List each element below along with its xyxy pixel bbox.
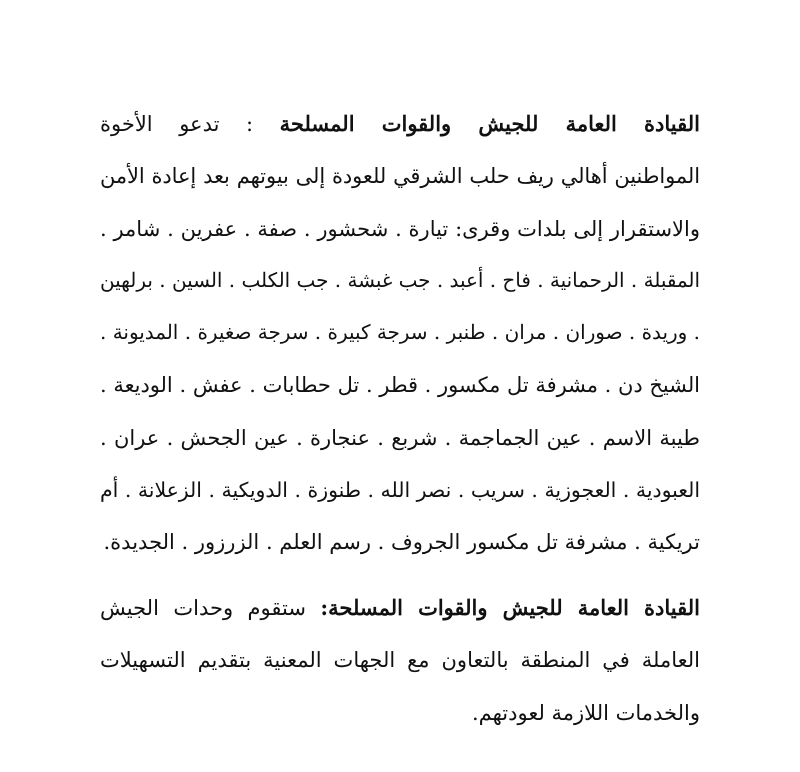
paragraph-line: تريكية . مشرفة تل مكسور الجروف . رسم العلم . الزرزور . الجديدة. <box>103 530 700 555</box>
paragraph-line: العبودية . العجوزية . سريب . نصر الله . طنوزة . الدويكية . الزعلانة . أم <box>100 478 700 503</box>
paragraph-line-text: ستقوم وحدات الجيش <box>100 596 321 620</box>
paragraph-lead-heading: القيادة العامة للجيش والقوات المسلحة: <box>320 595 700 620</box>
announcement-paragraph-army-support <box>100 582 700 739</box>
paragraph-line: المواطنين أهالي ريف حلب الشرقي للعودة إلى بيوتهم بعد إعادة الأمن <box>100 164 700 189</box>
paragraph-line: . وريدة . صوران . مران . طنبر . سرجة كبيرة . سرجة صغيرة . المديونة . <box>100 321 700 345</box>
paragraph-line: طيبة الاسم . عين الجماجمة . شربع . عنجارة . عين الجحش . عران . <box>100 425 700 450</box>
paragraph-line: والخدمات اللازمة لعودتهم. <box>471 700 700 725</box>
paragraph-line-text: : تدعو الأخوة <box>100 112 280 136</box>
paragraph-line <box>100 582 700 634</box>
paragraph-line <box>100 98 700 150</box>
paragraph-line: العاملة في المنطقة بالتعاون مع الجهات المعنية بتقديم التسهيلات <box>100 648 700 673</box>
paragraph-line: الشيخ دن . مشرفة تل مكسور . قطر . تل حطابات . عفش . الوديعة . <box>100 373 700 398</box>
paragraph-line: والاستقرار إلى بلدات وقرى: تيارة . شحشور . صفة . عفرين . شامر . <box>100 216 700 241</box>
paragraph-lead-heading: القيادة العامة للجيش والقوات المسلحة <box>279 111 700 136</box>
announcement-paragraph-return-invitation <box>100 98 700 569</box>
paragraph-line: المقبلة . الرحمانية . فاح . أعبد . جب غبشة . جب الكلب . السين . برلهين <box>100 268 700 292</box>
